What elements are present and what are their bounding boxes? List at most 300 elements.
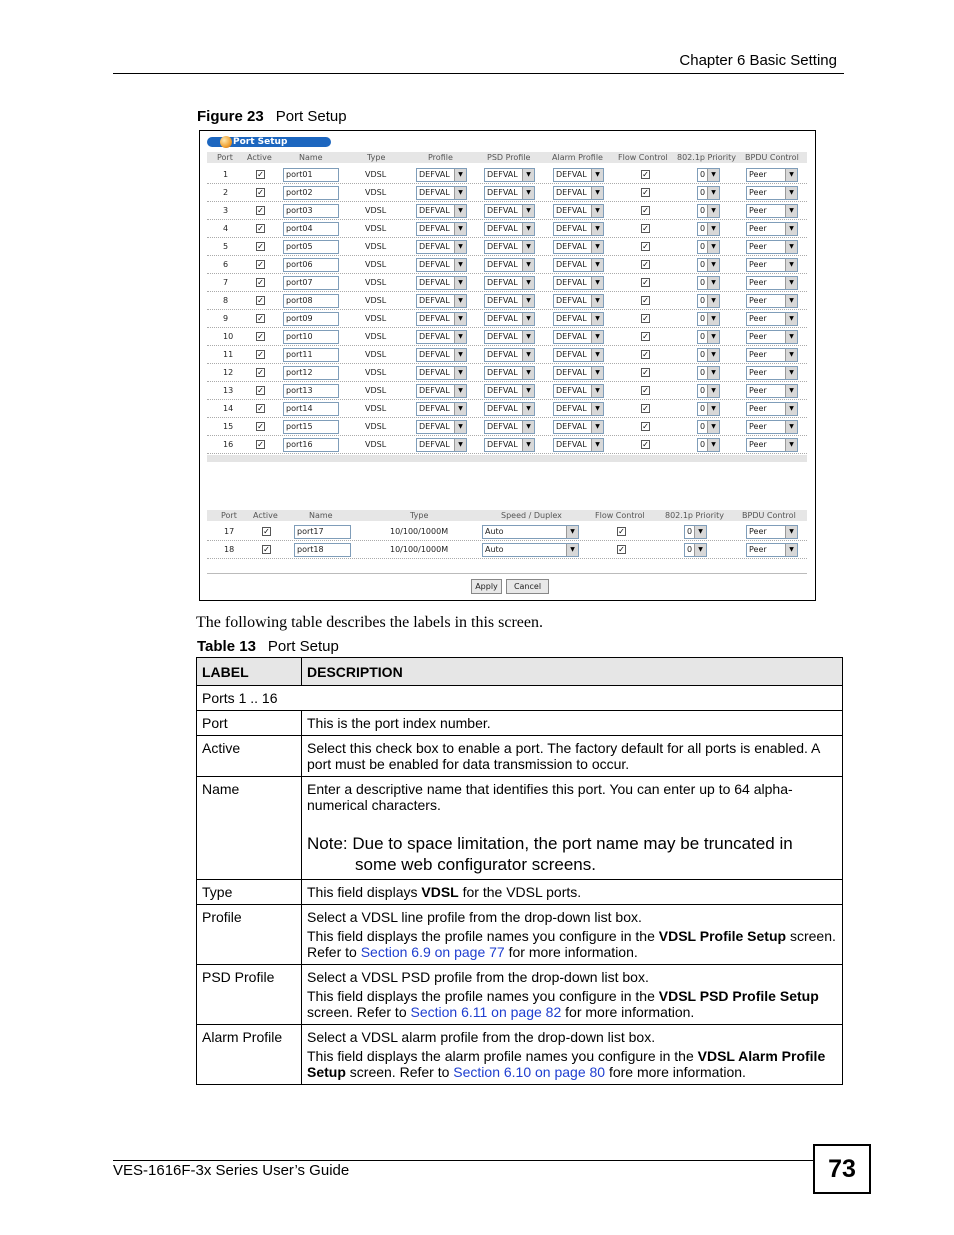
psd-profile-select-value: DEFVAL xyxy=(487,206,518,215)
desc-bold: VDSL xyxy=(421,884,459,900)
active-checkbox[interactable]: ✓ xyxy=(257,440,264,449)
priority-select-value: 0 xyxy=(700,332,706,341)
section-link[interactable]: Section 6.11 on page 82 xyxy=(410,1004,562,1020)
chevron-down-icon: ▼ xyxy=(591,187,603,199)
bpdu-select[interactable] xyxy=(746,276,798,290)
port-number: 8 xyxy=(223,296,229,305)
psd-profile-select[interactable] xyxy=(484,222,535,236)
chevron-down-icon: ▼ xyxy=(454,277,466,289)
bpdu-select[interactable] xyxy=(746,204,798,218)
bpdu-select[interactable] xyxy=(746,543,798,557)
alarm-profile-select[interactable] xyxy=(553,438,604,452)
active-checkbox[interactable]: ✓ xyxy=(257,422,264,431)
active-checkbox[interactable]: ✓ xyxy=(263,527,270,536)
row-label: Port xyxy=(197,711,302,736)
psd-profile-select[interactable] xyxy=(484,240,535,254)
active-checkbox[interactable]: ✓ xyxy=(257,260,264,269)
cancel-button[interactable]: Cancel xyxy=(506,579,549,594)
psd-profile-select-value: DEFVAL xyxy=(487,368,518,377)
table-row xyxy=(197,777,843,880)
profile-select-value: DEFVAL xyxy=(419,314,450,323)
port-type: VDSL xyxy=(365,278,387,287)
row-label: Profile xyxy=(197,905,302,965)
chevron-down-icon: ▼ xyxy=(454,367,466,379)
chevron-down-icon: ▼ xyxy=(707,277,719,289)
profile-select[interactable] xyxy=(416,330,467,344)
table-row xyxy=(207,256,807,274)
profile-select[interactable] xyxy=(416,276,467,290)
apply-button[interactable]: Apply xyxy=(471,579,502,594)
table-row xyxy=(197,736,843,777)
chevron-down-icon: ▼ xyxy=(785,421,797,433)
psd-profile-select[interactable] xyxy=(484,366,535,380)
alarm-profile-select[interactable] xyxy=(553,366,604,380)
psd-profile-select[interactable] xyxy=(484,276,535,290)
desc-text: for the VDSL ports. xyxy=(458,884,582,900)
psd-profile-select-value: DEFVAL xyxy=(487,260,518,269)
priority-select[interactable] xyxy=(697,384,720,398)
bpdu-select[interactable] xyxy=(746,420,798,434)
alarm-profile-select[interactable] xyxy=(553,330,604,344)
chevron-down-icon: ▼ xyxy=(522,169,534,181)
psd-profile-select-value: DEFVAL xyxy=(487,332,518,341)
psd-profile-select[interactable] xyxy=(484,258,535,272)
flow-control-checkbox[interactable]: ✓ xyxy=(642,314,649,323)
bpdu-select[interactable] xyxy=(746,294,798,308)
chevron-down-icon: ▼ xyxy=(707,313,719,325)
psd-profile-select-value: DEFVAL xyxy=(487,224,518,233)
priority-select[interactable] xyxy=(697,186,720,200)
alarm-profile-select[interactable] xyxy=(553,240,604,254)
psd-profile-select-value: DEFVAL xyxy=(487,278,518,287)
priority-select-value: 0 xyxy=(700,224,706,233)
chevron-down-icon: ▼ xyxy=(591,439,603,451)
col-psd-profile: PSD Profile xyxy=(487,153,531,162)
alarm-profile-select-value: DEFVAL xyxy=(556,350,587,359)
row-label: PSD Profile xyxy=(197,965,302,1025)
chevron-down-icon: ▼ xyxy=(454,349,466,361)
active-checkbox[interactable]: ✓ xyxy=(257,242,264,251)
priority-select[interactable] xyxy=(697,258,720,272)
chevron-down-icon: ▼ xyxy=(566,526,578,538)
chevron-down-icon: ▼ xyxy=(454,439,466,451)
flow-control-checkbox[interactable]: ✓ xyxy=(642,170,649,179)
bpdu-select-value: Peer xyxy=(749,545,767,554)
desc-text: fore more information. xyxy=(605,1064,746,1080)
priority-select[interactable] xyxy=(697,420,720,434)
flow-control-checkbox[interactable]: ✓ xyxy=(642,188,649,197)
flow-control-checkbox[interactable]: ✓ xyxy=(642,260,649,269)
chevron-down-icon: ▼ xyxy=(785,205,797,217)
priority-select-value: 0 xyxy=(687,545,693,554)
bpdu-select[interactable] xyxy=(746,240,798,254)
psd-profile-select-value: DEFVAL xyxy=(487,350,518,359)
chevron-down-icon: ▼ xyxy=(707,403,719,415)
priority-select-value: 0 xyxy=(700,296,706,305)
profile-select[interactable] xyxy=(416,348,467,362)
alarm-profile-select[interactable] xyxy=(553,348,604,362)
chevron-down-icon: ▼ xyxy=(785,187,797,199)
priority-select-value: 0 xyxy=(700,386,706,395)
col-name-b: Name xyxy=(309,511,333,520)
row-description: This is the port index number. xyxy=(302,711,843,736)
bpdu-select[interactable] xyxy=(746,186,798,200)
row-description xyxy=(302,965,843,1025)
bpdu-select-value: Peer xyxy=(749,188,767,197)
col-port: Port xyxy=(217,153,233,162)
chevron-down-icon: ▼ xyxy=(522,349,534,361)
bpdu-select[interactable] xyxy=(746,348,798,362)
chevron-down-icon: ▼ xyxy=(707,421,719,433)
alarm-profile-select[interactable] xyxy=(553,186,604,200)
speed-duplex-select[interactable] xyxy=(482,543,579,557)
name-input[interactable]: port13 xyxy=(283,384,339,398)
priority-select[interactable] xyxy=(697,168,720,182)
profile-select-value: DEFVAL xyxy=(419,350,450,359)
flow-control-checkbox[interactable]: ✓ xyxy=(642,422,649,431)
chevron-down-icon: ▼ xyxy=(454,205,466,217)
priority-select[interactable] xyxy=(697,402,720,416)
name-input[interactable]: port07 xyxy=(283,276,339,290)
alarm-profile-select[interactable] xyxy=(553,384,604,398)
profile-select[interactable] xyxy=(416,222,467,236)
alarm-profile-select[interactable] xyxy=(553,204,604,218)
priority-select[interactable] xyxy=(697,438,720,452)
active-checkbox[interactable]: ✓ xyxy=(257,332,264,341)
alarm-profile-select-value: DEFVAL xyxy=(556,260,587,269)
flow-control-checkbox[interactable]: ✓ xyxy=(642,440,649,449)
bpdu-select-value: Peer xyxy=(749,260,767,269)
flow-control-checkbox[interactable]: ✓ xyxy=(642,404,649,413)
profile-select-value: DEFVAL xyxy=(419,404,450,413)
chevron-down-icon: ▼ xyxy=(785,169,797,181)
priority-select[interactable] xyxy=(697,294,720,308)
psd-profile-select-value: DEFVAL xyxy=(487,188,518,197)
row-label: Type xyxy=(197,880,302,905)
profile-select[interactable] xyxy=(416,258,467,272)
chevron-down-icon: ▼ xyxy=(785,349,797,361)
figure-title: Port Setup xyxy=(275,108,347,125)
alarm-profile-select-value: DEFVAL xyxy=(556,386,587,395)
priority-select[interactable] xyxy=(697,240,720,254)
psd-profile-select[interactable] xyxy=(484,402,535,416)
profile-select-value: DEFVAL xyxy=(419,368,450,377)
psd-profile-select[interactable] xyxy=(484,168,535,182)
bpdu-select-value: Peer xyxy=(749,332,767,341)
priority-select[interactable] xyxy=(697,366,720,380)
flow-control-checkbox[interactable]: ✓ xyxy=(642,350,649,359)
port-type: VDSL xyxy=(365,404,387,413)
bpdu-select[interactable] xyxy=(746,222,798,236)
page-number: 73 xyxy=(813,1144,871,1194)
alarm-profile-select-value: DEFVAL xyxy=(556,278,587,287)
name-input[interactable]: port16 xyxy=(283,438,339,452)
priority-select-value: 0 xyxy=(700,170,706,179)
priority-select-value: 0 xyxy=(700,422,706,431)
name-input[interactable]: port17 xyxy=(294,525,351,539)
port-number: 2 xyxy=(223,188,229,197)
profile-select-value: DEFVAL xyxy=(419,260,450,269)
priority-select-value: 0 xyxy=(700,440,706,449)
profile-select[interactable] xyxy=(416,438,467,452)
psd-profile-select[interactable] xyxy=(484,294,535,308)
alarm-profile-select[interactable] xyxy=(553,294,604,308)
top-table-header xyxy=(207,152,807,163)
priority-select-value: 0 xyxy=(700,368,706,377)
chevron-down-icon: ▼ xyxy=(707,367,719,379)
speed-duplex-select-value: Auto xyxy=(485,545,504,554)
bpdu-select-value: Peer xyxy=(749,224,767,233)
alarm-profile-select[interactable] xyxy=(553,402,604,416)
active-checkbox[interactable]: ✓ xyxy=(263,545,270,554)
psd-profile-select-value: DEFVAL xyxy=(487,404,518,413)
psd-profile-select[interactable] xyxy=(484,420,535,434)
bpdu-select-value: Peer xyxy=(749,314,767,323)
chevron-down-icon: ▼ xyxy=(785,526,797,538)
chevron-down-icon: ▼ xyxy=(785,367,797,379)
priority-select-value: 0 xyxy=(700,242,706,251)
flow-control-checkbox[interactable]: ✓ xyxy=(642,368,649,377)
port-type: VDSL xyxy=(365,332,387,341)
alarm-profile-select[interactable] xyxy=(553,258,604,272)
flow-control-checkbox[interactable]: ✓ xyxy=(642,386,649,395)
desc-text: This field displays the profile names you configure in the xyxy=(307,988,659,1004)
chevron-down-icon: ▼ xyxy=(454,403,466,415)
name-input[interactable]: port10 xyxy=(283,330,339,344)
bpdu-select[interactable] xyxy=(746,384,798,398)
bpdu-select-value: Peer xyxy=(749,404,767,413)
psd-profile-select[interactable] xyxy=(484,186,535,200)
port-number: 18 xyxy=(224,545,235,554)
active-checkbox[interactable]: ✓ xyxy=(257,368,264,377)
active-checkbox[interactable]: ✓ xyxy=(257,188,264,197)
table-row xyxy=(197,880,843,905)
alarm-profile-select[interactable] xyxy=(553,168,604,182)
col-speed-duplex: Speed / Duplex xyxy=(501,511,562,520)
port-type: 10/100/1000M xyxy=(390,527,449,536)
bpdu-select[interactable] xyxy=(746,168,798,182)
port-type: VDSL xyxy=(365,206,387,215)
bpdu-select[interactable] xyxy=(746,525,798,539)
chevron-down-icon: ▼ xyxy=(707,169,719,181)
active-checkbox[interactable]: ✓ xyxy=(257,350,264,359)
table-title: Port Setup xyxy=(267,638,339,655)
profile-select-value: DEFVAL xyxy=(419,422,450,431)
alarm-profile-select[interactable] xyxy=(553,420,604,434)
profile-select[interactable] xyxy=(416,384,467,398)
desc-text: for more information. xyxy=(504,944,638,960)
port-number: 13 xyxy=(223,386,234,395)
bpdu-select[interactable] xyxy=(746,366,798,380)
name-input[interactable]: port04 xyxy=(283,222,339,236)
table-row xyxy=(207,310,807,328)
priority-select[interactable] xyxy=(684,525,707,539)
priority-select-value: 0 xyxy=(700,314,706,323)
active-checkbox[interactable]: ✓ xyxy=(257,314,264,323)
priority-select[interactable] xyxy=(684,543,707,557)
body-paragraph: The following table describes the labels in this screen. xyxy=(196,614,544,631)
chevron-down-icon: ▼ xyxy=(591,169,603,181)
bpdu-select[interactable] xyxy=(746,438,798,452)
chapter-header: Chapter 6 Basic Setting xyxy=(679,52,837,69)
alarm-profile-select[interactable] xyxy=(553,222,604,236)
name-input[interactable]: port08 xyxy=(283,294,339,308)
chevron-down-icon: ▼ xyxy=(454,313,466,325)
name-input[interactable]: port05 xyxy=(283,240,339,254)
chevron-down-icon: ▼ xyxy=(454,295,466,307)
psd-profile-select-value: DEFVAL xyxy=(487,296,518,305)
name-note xyxy=(307,833,837,875)
speed-duplex-select-value: Auto xyxy=(485,527,504,536)
chevron-down-icon: ▼ xyxy=(785,277,797,289)
psd-profile-select[interactable] xyxy=(484,204,535,218)
flow-control-checkbox[interactable]: ✓ xyxy=(642,296,649,305)
flow-control-checkbox[interactable]: ✓ xyxy=(642,206,649,215)
port-type: VDSL xyxy=(365,242,387,251)
flow-control-checkbox[interactable]: ✓ xyxy=(618,545,625,554)
psd-profile-select-value: DEFVAL xyxy=(487,170,518,179)
profile-select-value: DEFVAL xyxy=(419,206,450,215)
chevron-down-icon: ▼ xyxy=(785,403,797,415)
table-row xyxy=(207,523,807,541)
flow-control-checkbox[interactable]: ✓ xyxy=(642,332,649,341)
profile-select-value: DEFVAL xyxy=(419,440,450,449)
col-port-b: Port xyxy=(221,511,237,520)
port-number: 10 xyxy=(223,332,234,341)
psd-profile-select-value: DEFVAL xyxy=(487,242,518,251)
chevron-down-icon: ▼ xyxy=(591,385,603,397)
table-row xyxy=(207,274,807,292)
name-input[interactable]: port03 xyxy=(283,204,339,218)
profile-select[interactable] xyxy=(416,312,467,326)
flow-control-checkbox[interactable]: ✓ xyxy=(642,224,649,233)
flow-control-checkbox[interactable]: ✓ xyxy=(642,278,649,287)
psd-profile-select[interactable] xyxy=(484,312,535,326)
table-row xyxy=(197,1025,843,1085)
bpdu-select[interactable] xyxy=(746,312,798,326)
name-desc: Enter a descriptive name that identifies this port. You can enter up to 64 alpha-numerical characters. xyxy=(307,781,793,813)
bpdu-select[interactable] xyxy=(746,402,798,416)
psd-profile-select[interactable] xyxy=(484,438,535,452)
bpdu-select-value: Peer xyxy=(749,278,767,287)
active-checkbox[interactable]: ✓ xyxy=(257,404,264,413)
priority-select[interactable] xyxy=(697,348,720,362)
col-active-b: Active xyxy=(253,511,278,520)
priority-select[interactable] xyxy=(697,204,720,218)
chevron-down-icon: ▼ xyxy=(707,385,719,397)
psd-profile-select[interactable] xyxy=(484,384,535,398)
name-input[interactable]: port06 xyxy=(283,258,339,272)
chevron-down-icon: ▼ xyxy=(454,331,466,343)
psd-profile-select[interactable] xyxy=(484,330,535,344)
alarm-profile-select-value: DEFVAL xyxy=(556,296,587,305)
active-checkbox[interactable]: ✓ xyxy=(257,170,264,179)
section-link[interactable]: Section 6.9 on page 77 xyxy=(360,944,505,960)
row-label: Active xyxy=(197,736,302,777)
chevron-down-icon: ▼ xyxy=(785,331,797,343)
alarm-profile-select-value: DEFVAL xyxy=(556,440,587,449)
bpdu-select[interactable] xyxy=(746,258,798,272)
profile-select[interactable] xyxy=(416,168,467,182)
chevron-down-icon: ▼ xyxy=(785,259,797,271)
profile-select[interactable] xyxy=(416,294,467,308)
chevron-down-icon: ▼ xyxy=(566,544,578,556)
row-divider xyxy=(207,453,807,454)
priority-select[interactable] xyxy=(697,312,720,326)
col-active: Active xyxy=(247,153,272,162)
name-input[interactable]: port01 xyxy=(283,168,339,182)
chevron-down-icon: ▼ xyxy=(454,259,466,271)
active-checkbox[interactable]: ✓ xyxy=(257,206,264,215)
psd-profile-select[interactable] xyxy=(484,348,535,362)
name-input[interactable]: port11 xyxy=(283,348,339,362)
profile-select[interactable] xyxy=(416,186,467,200)
screen-title-bar xyxy=(207,137,331,147)
alarm-profile-select[interactable] xyxy=(553,276,604,290)
profile-select[interactable] xyxy=(416,204,467,218)
chevron-down-icon: ▼ xyxy=(522,439,534,451)
active-checkbox[interactable]: ✓ xyxy=(257,296,264,305)
profile-select-value: DEFVAL xyxy=(419,224,450,233)
name-input[interactable]: port18 xyxy=(294,543,351,557)
profile-select[interactable] xyxy=(416,366,467,380)
alarm-profile-select[interactable] xyxy=(553,312,604,326)
chevron-down-icon: ▼ xyxy=(785,385,797,397)
flow-control-checkbox[interactable]: ✓ xyxy=(642,242,649,251)
priority-select[interactable] xyxy=(697,276,720,290)
name-input[interactable]: port12 xyxy=(283,366,339,380)
top-table-footer-bar xyxy=(207,455,807,462)
bpdu-select[interactable] xyxy=(746,330,798,344)
row-description: Select this check box to enable a port. The factory default for all ports is enabled. A port must be enabled for data transmission to occur. xyxy=(302,736,843,777)
note-line-2: some web configurator screens. xyxy=(355,855,596,874)
chevron-down-icon: ▼ xyxy=(785,544,797,556)
chevron-down-icon: ▼ xyxy=(707,187,719,199)
desc-line: Select a VDSL line profile from the drop-down list box. xyxy=(307,909,642,925)
chevron-down-icon: ▼ xyxy=(591,349,603,361)
guide-title: VES-1616F-3x Series User’s Guide xyxy=(113,1162,350,1179)
flow-control-checkbox[interactable]: ✓ xyxy=(618,527,625,536)
name-input[interactable]: port02 xyxy=(283,186,339,200)
priority-select[interactable] xyxy=(697,222,720,236)
chevron-down-icon: ▼ xyxy=(591,241,603,253)
psd-profile-select-value: DEFVAL xyxy=(487,440,518,449)
note-line-1: Note: Due to space limitation, the port name may be truncated in xyxy=(307,834,793,853)
active-checkbox[interactable]: ✓ xyxy=(257,386,264,395)
section-link[interactable]: Section 6.10 on page 80 xyxy=(453,1064,606,1080)
bpdu-select-value: Peer xyxy=(749,206,767,215)
chevron-down-icon: ▼ xyxy=(591,313,603,325)
table-caption xyxy=(197,638,339,655)
active-checkbox[interactable]: ✓ xyxy=(257,224,264,233)
profile-select[interactable] xyxy=(416,240,467,254)
name-input[interactable]: port09 xyxy=(283,312,339,326)
profile-select[interactable] xyxy=(416,402,467,416)
name-input[interactable]: port15 xyxy=(283,420,339,434)
speed-duplex-select[interactable] xyxy=(482,525,579,539)
figure-label: Figure 23 xyxy=(197,108,264,125)
active-checkbox[interactable]: ✓ xyxy=(257,278,264,287)
profile-select-value: DEFVAL xyxy=(419,278,450,287)
priority-select[interactable] xyxy=(697,330,720,344)
chevron-down-icon: ▼ xyxy=(591,421,603,433)
chevron-down-icon: ▼ xyxy=(522,259,534,271)
col-flow-control-b: Flow Control xyxy=(595,511,645,520)
chevron-down-icon: ▼ xyxy=(785,313,797,325)
row-description xyxy=(302,1025,843,1085)
name-input[interactable]: port14 xyxy=(283,402,339,416)
profile-select[interactable] xyxy=(416,420,467,434)
